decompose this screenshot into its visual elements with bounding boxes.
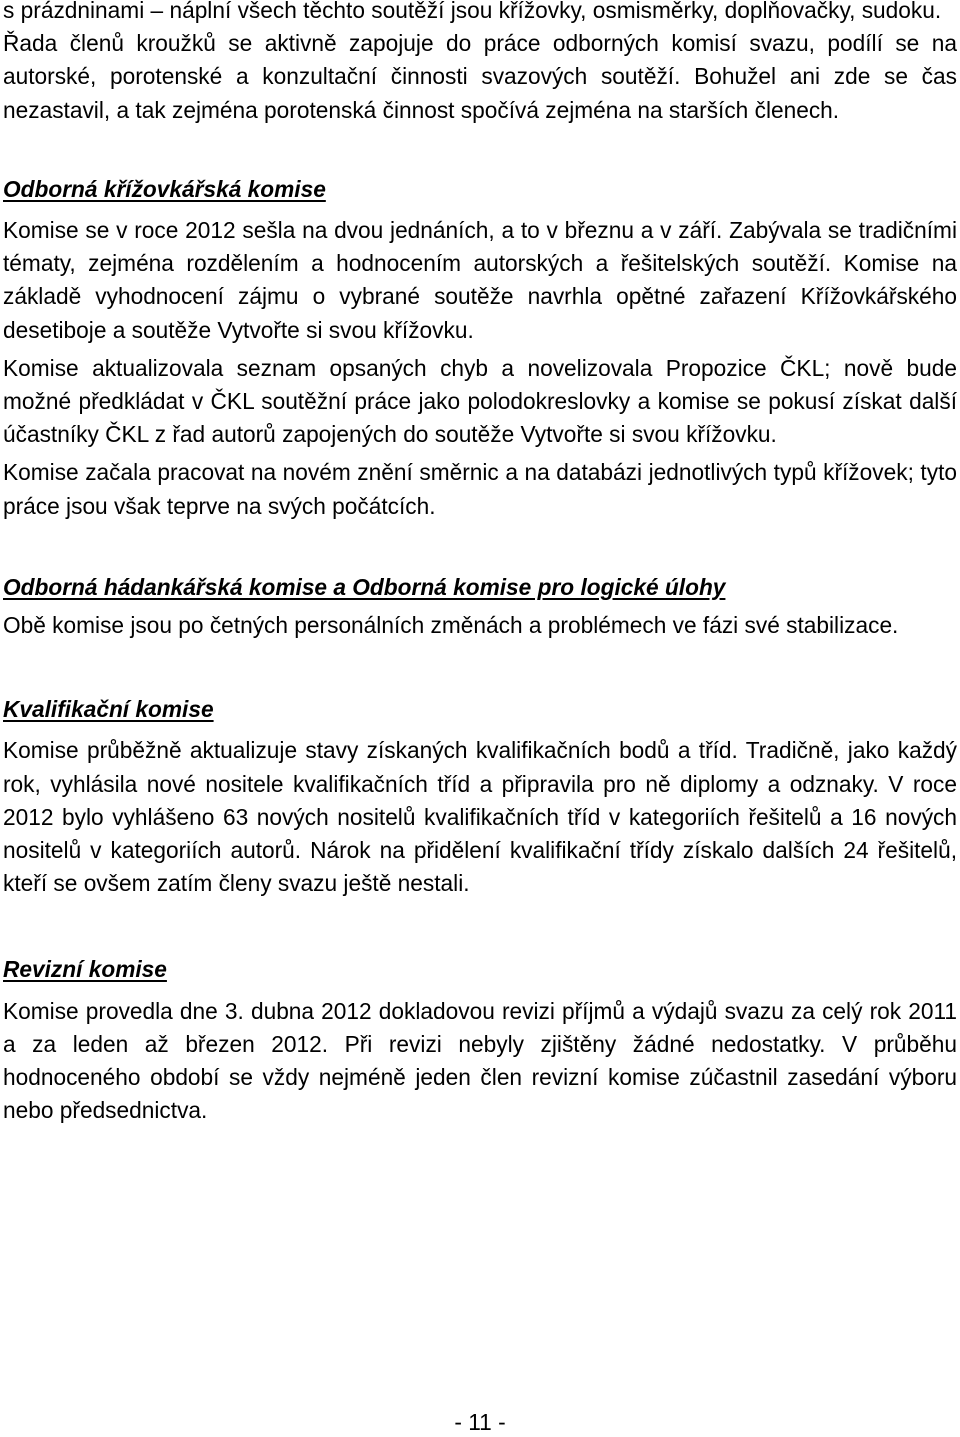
section-heading-crossword-committee: Odborná křížovkářská komise xyxy=(3,175,326,202)
document-page xyxy=(3,0,957,1127)
section-paragraph: Komise se v roce 2012 sešla na dvou jednáních, a to v březnu a v září. Zabývala se tradičními tématy, zejména rozdělením a hodnocením autorských a řešitelských soutěží. Komise na základě vyhodnocení zájmu o vybrané soutěže navrhla opětné zařazení Křížovkářského desetiboje a soutěže Vytvořte si svou křížovku. xyxy=(3,217,957,343)
section-audit-committee xyxy=(3,953,957,1127)
section-paragraph: Komise průběžně aktualizuje stavy získaných kvalifikačních bodů a tříd. Tradičně, jako každý rok, vyhlásila nové nositele kvalifikačních tříd a připravila pro ně diplomy a odznaky. V roce 2012 bylo vyhlášeno 63 nových nositelů kvalifikačních tříd v kategoriích řešitelů a 16 nových nositelů v kategoriích autorů. Nárok na přidělení kvalifikační třídy získalo dalších 24 řešitelů, kteří se ovšem zatím členy svazu ještě nestali. xyxy=(3,737,957,897)
section-heading-audit-committee: Revizní komise xyxy=(3,956,167,983)
section-paragraph: Obě komise jsou po četných personálních změnách a problémech ve fázi své stabilizace. xyxy=(3,612,899,639)
intro-paragraph-2: Řada členů kroužků se aktivně zapojuje do práce odborných komisí svazu, podílí se na autorské, porotenské a konzultační činnosti svazových soutěží. Bohužel ani zde se čas nezastavil, a tak zejména porotenská činnost spočívá zejména na starších členech. xyxy=(3,30,957,123)
section-paragraph: Komise začala pracovat na novém znění směrnic a na databázi jednotlivých typů křížovek; tyto práce jsou však teprve na svých počátcích. xyxy=(3,459,957,519)
intro-paragraph-1: s prázdninami – náplní všech těchto soutěží jsou křížovky, osmisměrky, doplňovačky, sudoku. xyxy=(3,0,942,23)
section-heading-riddle-logic-committees: Odborná hádankářská komise a Odborná komise pro logické úlohy xyxy=(3,573,726,600)
section-paragraph: Komise provedla dne 3. dubna 2012 dokladovou revizi příjmů a výdajů svazu za celý rok 2011 a za leden až březen 2012. Při revizi nebyly zjištěny žádné nedostatky. V průběhu hodnoceného období se vždy nejméně jeden člen revizní komise zúčastnil zasedání výboru nebo předsednictva. xyxy=(3,997,957,1124)
section-heading-qualification-committee: Kvalifikační komise xyxy=(3,696,214,723)
section-paragraph: Komise aktualizovala seznam opsaných chyb a novelizovala Propozice ČKL; nově bude možné předkládat v ČKL soutěžní práce jako polodokreslovky a komise se pokusí získat další účastníky ČKL z řad autorů zapojených do soutěže Vytvořte si svou křížovku. xyxy=(3,354,957,448)
section-qualification-committee xyxy=(3,693,957,900)
section-crossword-committee xyxy=(3,173,957,523)
page-number: - 11 - xyxy=(454,1409,506,1435)
section-riddle-logic-committees xyxy=(3,571,957,642)
